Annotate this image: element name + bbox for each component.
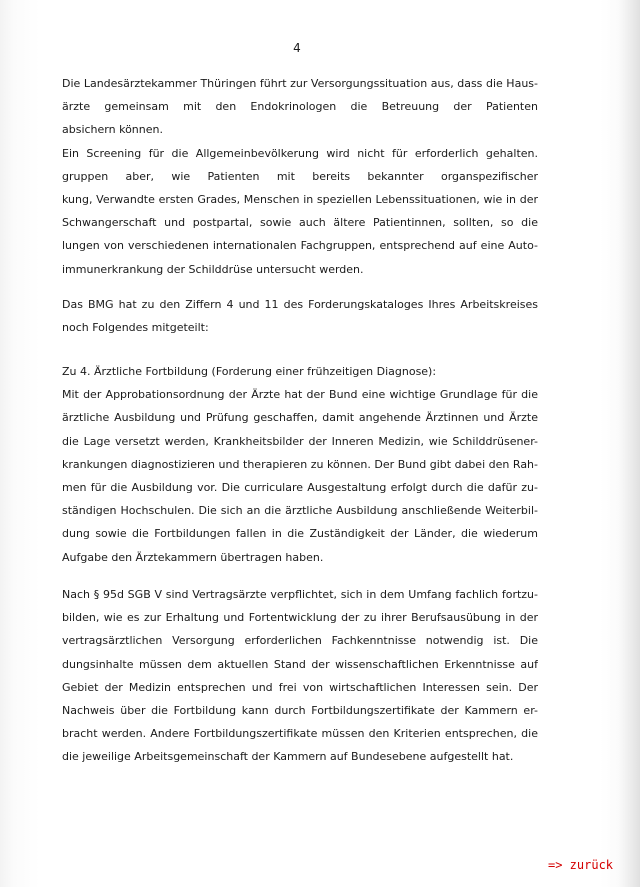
back-link[interactable]: => zurück xyxy=(548,858,614,872)
text-line: Die Landesärztekammer Thüringen führt zur Versorgungssituation aus, dass die Haus- xyxy=(62,77,538,90)
text-line: lungen von verschiedenen internationalen Fachgruppen, entsprechend auf eine Auto- xyxy=(62,239,538,253)
text-line: krankungen diagnostizieren und therapieren zu können. Der Bund gibt dabei den Rah- xyxy=(62,457,538,471)
text-line: Nach § 95d SGB V sind Vertragsärzte verpflichtet, sich in dem Umfang fachlich fortzu- xyxy=(62,588,538,601)
page-edge-shadow xyxy=(618,0,640,887)
text-line: Zu 4. Ärztliche Fortbildung (Forderung einer frühzeitigen Diagnose): xyxy=(62,365,437,378)
text-line: immunerkrankung der Schilddrüse untersucht werden. xyxy=(62,262,364,276)
text-line: men für die Ausbildung vor. Die curriculare Ausgestaltung erfolgt durch die dafür zu- xyxy=(62,480,538,494)
text-line: Mit der Approbationsordnung der Ärzte hat der Bund eine wichtige Grundlage für die xyxy=(62,388,538,402)
text-line: Ein Screening für die Allgemeinbevölkerung wird nicht für erforderlich gehalten. xyxy=(62,146,538,160)
text-line: absichern können. xyxy=(62,123,163,137)
text-line: vertragsärztlichen Versorgung erforderlichen Fachkenntnisse notwendig ist. Die xyxy=(62,634,538,648)
paragraph xyxy=(62,583,538,769)
text-line: gruppen aber, wie Patienten mit bereits bekannter organspezifischer xyxy=(62,169,538,183)
text-line: Nachweis über die Fortbildung kann durch Fortbildungszertifikate der Kammern er- xyxy=(62,703,538,717)
text-line: ärzte gemeinsam mit den Endokrinologen die Betreuung der Patienten xyxy=(62,100,538,114)
text-line: die Lage versetzt werden, Krankheitsbilder der Inneren Medizin, wie Schilddrüsener- xyxy=(62,434,538,448)
page-number: 4 xyxy=(293,41,301,55)
text-line: Schwangerschaft und postpartal, sowie auch ältere Patientinnen, sollten, so die xyxy=(62,216,538,230)
text-line: dungsinhalte müssen dem aktuellen Stand der wissenschaftlichen Erkenntnisse auf xyxy=(62,657,538,671)
text-line: Das BMG hat zu den Ziffern 4 und 11 des Forderungskataloges Ihres Arbeitskreises xyxy=(62,298,538,311)
text-line: ständigen Hochschulen. Die sich an die ärztliche Ausbildung anschließende Weiterbil- xyxy=(62,504,538,518)
text-line: bracht werden. Andere Fortbildungszertifikate müssen den Kriterien entsprechen, die xyxy=(62,727,538,741)
text-line: noch Folgendes mitgeteilt: xyxy=(62,321,209,335)
paragraph xyxy=(62,360,538,569)
text-line: ärztliche Ausbildung und Prüfung geschaffen, damit angehende Ärztinnen und Ärzte xyxy=(62,411,538,425)
text-line: die jeweilige Arbeitsgemeinschaft der Kammern auf Bundesebene aufgestellt hat. xyxy=(62,750,514,764)
paragraph xyxy=(62,72,538,281)
text-line: bilden, wie es zur Erhaltung und Fortentwicklung der zu ihrer Berufsausübung in der xyxy=(62,611,538,625)
text-line: Gebiet der Medizin entsprechen und frei von wirtschaftlichen Interessen sein. Der xyxy=(62,680,538,694)
paragraph xyxy=(62,293,538,339)
text-line: dung sowie die Fortbildungen fallen in die Zuständigkeit der Länder, die wiederum xyxy=(62,527,538,541)
text-line: Aufgabe den Ärztekammern übertragen haben. xyxy=(62,550,324,564)
text-line: kung, Verwandte ersten Grades, Menschen in speziellen Lebenssituationen, wie in der xyxy=(62,192,538,206)
